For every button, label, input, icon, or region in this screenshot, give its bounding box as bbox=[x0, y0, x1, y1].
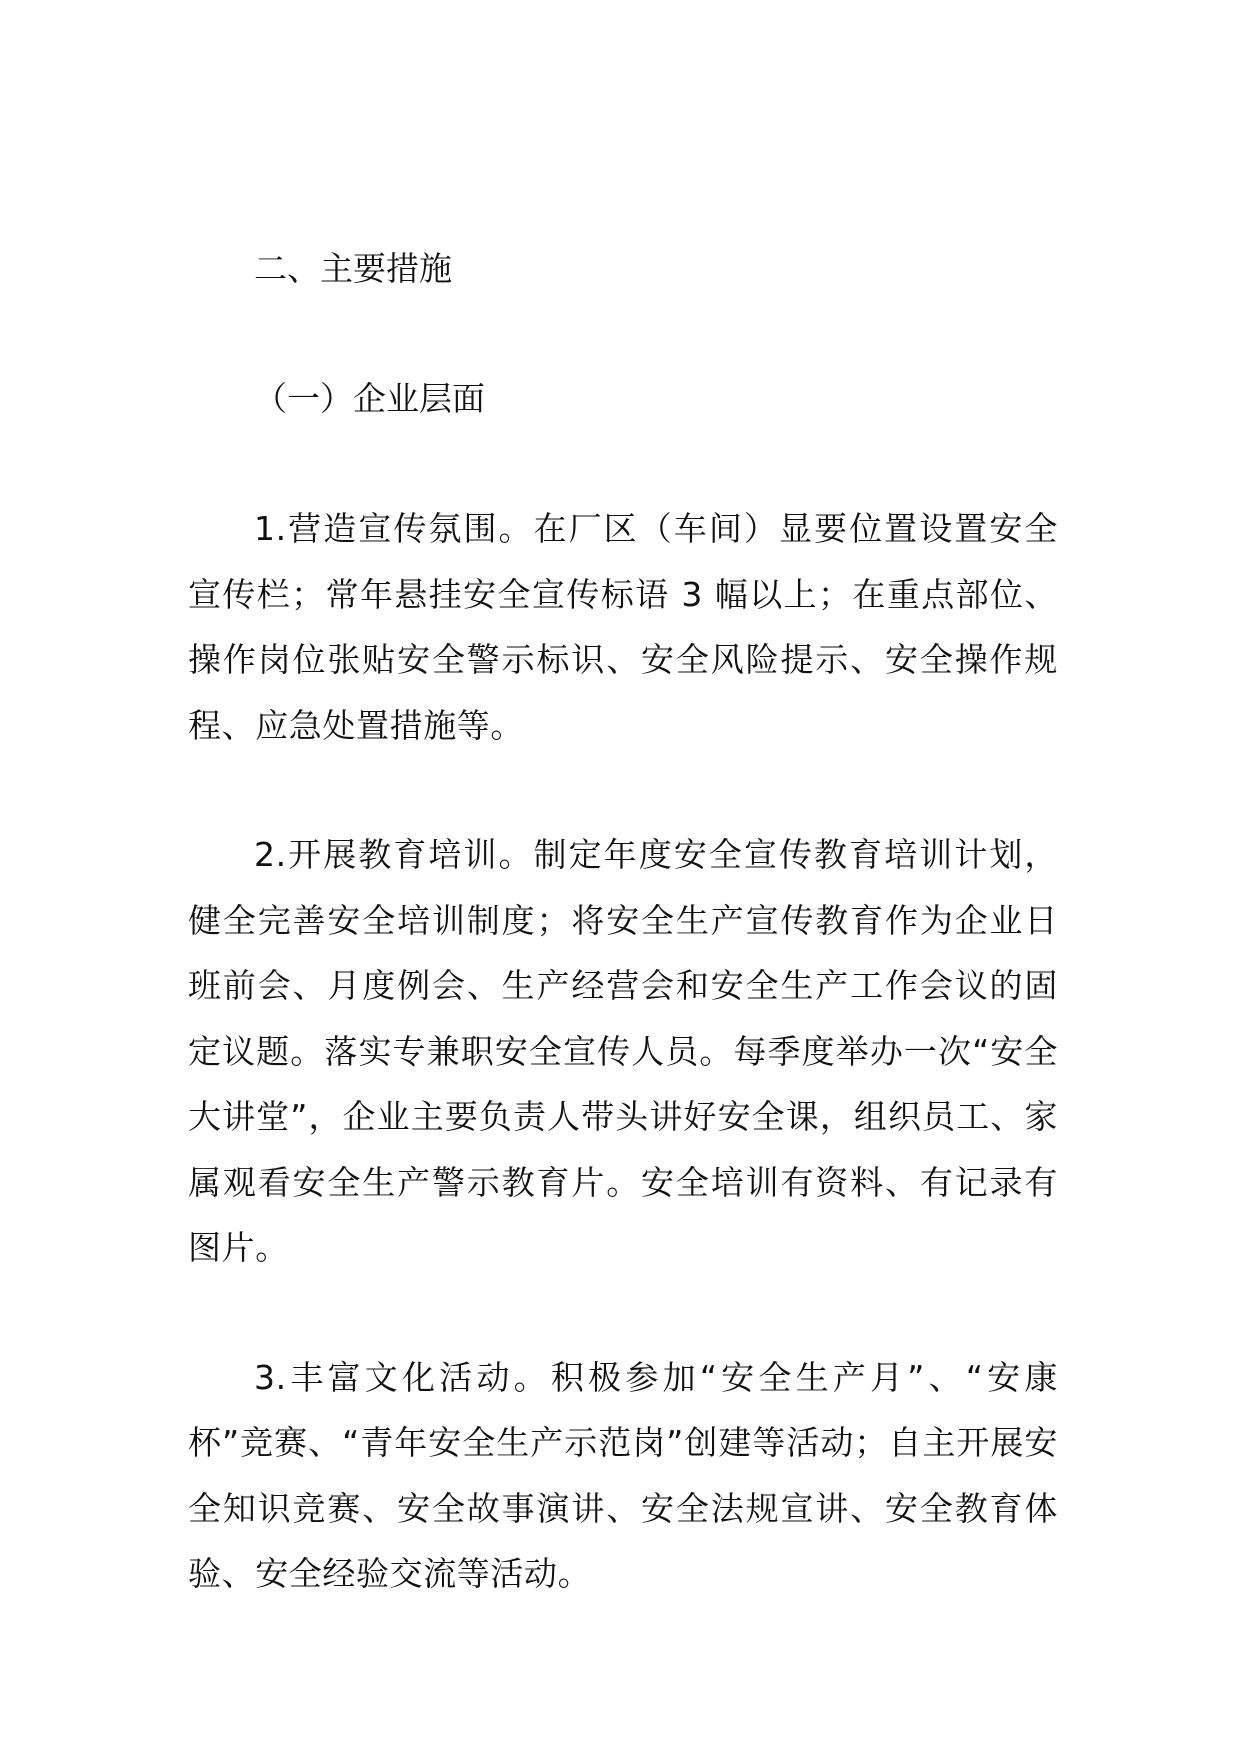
paragraph-publicity-atmosphere: 1.营造宣传氛围。在厂区（车间）显要位置设置安全宣传栏；常年悬挂安全宣传标语 3 幅以上；在重点部位、操作岗位张贴安全警示标识、安全风险提示、安全操作规程、应急处置措施等。 bbox=[188, 509, 1058, 745]
subsection-heading: （一）企业层面 bbox=[254, 379, 485, 418]
paragraph-cultural-activities: 3.丰富文化活动。积极参加“安全生产月”、“安康杯”竞赛、“青年安全生产示范岗”创建等活动；自主开展安全知识竞赛、安全故事演讲、安全法规宣讲、安全教育体验、安全经验交流等活动。 bbox=[188, 1357, 1058, 1593]
paragraph-education-training: 2.开展教育培训。制定年度安全宣传教育培训计划，健全完善安全培训制度；将安全生产宣传教育作为企业日班前会、月度例会、生产经营会和安全生产工作会议的固定议题。落实专兼职安全宣传人员。每季度举办一次“安全大讲堂”，企业主要负责人带头讲好安全课，组织员工、家属观看安全生产警示教育片。安全培训有资料、有记录有图片。 bbox=[188, 835, 1058, 1267]
section-heading: 二、主要措施 bbox=[254, 249, 452, 288]
document-body bbox=[188, 236, 1058, 1607]
